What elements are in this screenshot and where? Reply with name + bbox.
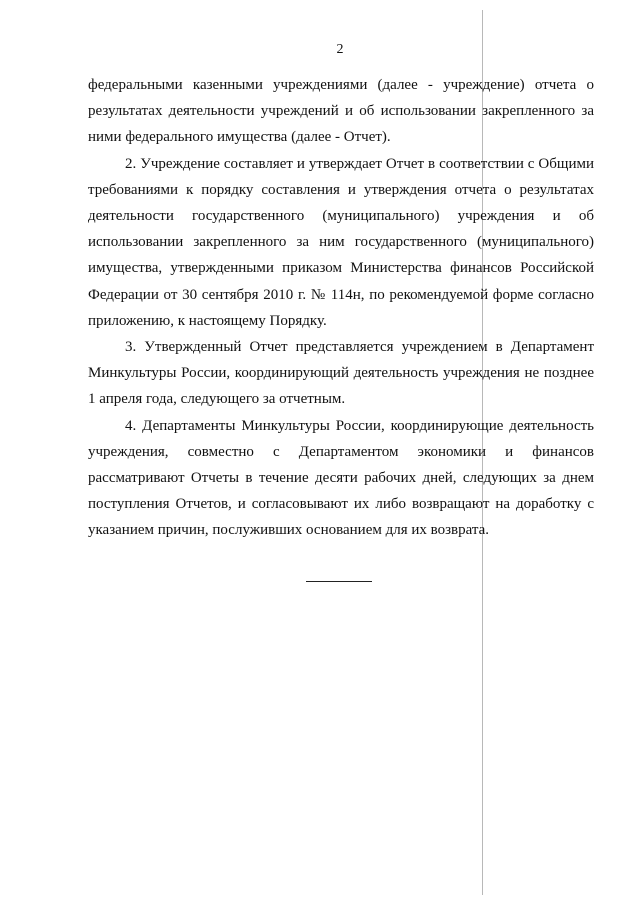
text-line: поступления Отчетов, и согласовывают их либо возвращают на доработку с xyxy=(88,496,594,513)
text-line: результатах деятельности учреждений и об использовании закрепленного за xyxy=(88,103,594,120)
text-line: требованиями к порядку составления и утверждения отчета о результатах xyxy=(88,181,594,198)
text-line: Федерации от 30 сентября 2010 г. № 114н, по рекомендуемой форме согласно xyxy=(88,286,594,303)
text-line: Минкультуры России, координирующий деятельность учреждения не позднее xyxy=(88,365,594,382)
end-separator-line xyxy=(306,581,372,582)
text-line: указанием причин, послуживших основанием для их возврата. xyxy=(88,522,490,539)
paragraph-continuation xyxy=(88,72,594,151)
text-line: использовании закрепленного за ним государственного (муниципального) xyxy=(88,234,594,251)
text-line: приложению, к настоящему Порядку. xyxy=(88,312,327,329)
text-line: ними федерального имущества (далее - Отчет). xyxy=(88,129,391,146)
text-line: 3. Утвержденный Отчет представляется учреждением в Департамент xyxy=(125,339,594,356)
text-line: 1 апреля года, следующего за отчетным. xyxy=(88,391,346,408)
text-line: имущества, утвержденными приказом Министерства финансов Российской xyxy=(88,260,594,277)
text-line: рассматривают Отчеты в течение десяти рабочих дней, следующих за днем xyxy=(88,470,594,487)
text-line: федеральными казенными учреждениями (далее - учреждение) отчета о xyxy=(88,77,594,93)
paragraph-item-3 xyxy=(88,334,594,413)
text-line: учреждения, совместно с Департаментом экономики и финансов xyxy=(88,443,594,460)
paragraph-item-4 xyxy=(88,413,594,544)
paragraph-item-2 xyxy=(88,151,594,334)
text-line: деятельности государственного (муниципального) учреждения и об xyxy=(88,208,594,225)
text-line: 4. Департаменты Минкультуры России, координирующие деятельность xyxy=(125,417,594,434)
document-body xyxy=(88,72,594,544)
page-number: 2 xyxy=(336,42,344,57)
text-line: 2. Учреждение составляет и утверждает Отчет в соответствии с Общими xyxy=(125,155,594,172)
